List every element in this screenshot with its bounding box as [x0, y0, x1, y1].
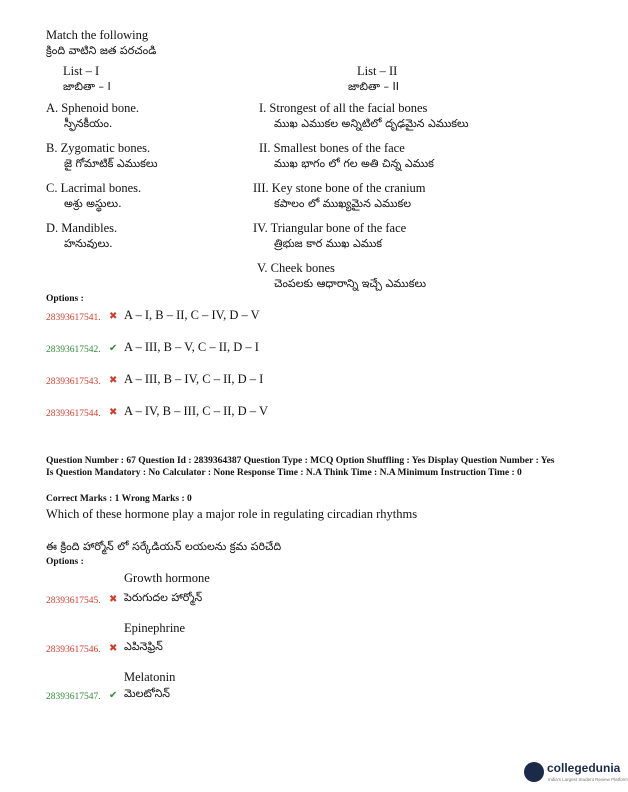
correct-mark-icon: ✔ [109, 343, 118, 354]
option-id: 28393617542. [46, 345, 101, 355]
list1-header: List – I [63, 64, 100, 78]
option-id: 28393617544. [46, 409, 101, 419]
option-text-te: మెలటోనిన్ [124, 687, 171, 700]
options-label: Options : [46, 294, 84, 304]
list1-item-te: స్ఫీనకీయం. [64, 117, 113, 130]
list2-item: I. Strongest of all the facial bones [259, 101, 428, 115]
option-id: 28393617545. [46, 596, 101, 606]
correct-mark-icon: ✔ [109, 690, 118, 701]
list1-item: D. Mandibles. [46, 221, 118, 235]
list1-item: C. Lacrimal bones. [46, 181, 142, 195]
question-text: Which of these hormone play a major role in regulating circadian rhythms [46, 507, 418, 521]
marks-info: Correct Marks : 1 Wrong Marks : 0 [46, 494, 192, 504]
option-id: 28393617541. [46, 313, 101, 323]
option-id: 28393617546. [46, 645, 101, 655]
list2-item-te: ముఖ భాగం లో గల అతి చిన్న ఎముక [274, 157, 434, 170]
list1-item-te: హనువులు. [64, 237, 113, 250]
list2-item: IV. Triangular bone of the face [253, 221, 407, 235]
logo-tagline: India's Largest Student Review Platform [548, 777, 628, 782]
wrong-mark-icon: ✖ [109, 407, 118, 418]
option-text-te: పెరుగుదల హార్మోన్ [124, 591, 203, 604]
option-text: Epinephrine [124, 621, 186, 635]
logo-icon [524, 762, 544, 782]
question-text-te: ఈ క్రింది హార్మోన్ లో సర్కేడియన్ లయలను క్రమ పరిచేది [46, 540, 282, 553]
option-text: Growth hormone [124, 571, 210, 585]
options-label: Options : [46, 557, 84, 567]
list2-header-te: జాబితా – II [348, 80, 399, 93]
option-text: A – I, B – II, C – IV, D – V [124, 308, 260, 322]
question-meta: Question Number : 67 Question Id : 2839364387 Question Type : MCQ Option Shuffling : Yes Display Question Number : Yes Is Question Mandatory : No Calculator : None Response Time : N.A Think Time : N.A Minimum Instruction Time : 0 [46, 456, 555, 478]
wrong-mark-icon: ✖ [109, 594, 118, 605]
option-id: 28393617543. [46, 377, 101, 387]
option-text: Melatonin [124, 670, 176, 684]
list2-item: III. Key stone bone of the cranium [253, 181, 426, 195]
option-text: A – IV, B – III, C – II, D – V [124, 404, 268, 418]
option-text-te: ఎపినెఫ్రిన్ [124, 640, 163, 653]
option-text: A – III, B – V, C – II, D – I [124, 340, 259, 354]
list1-item: B. Zygomatic bones. [46, 141, 151, 155]
logo-name: collegedunia [547, 761, 621, 775]
match-title-te: క్రింది వాటిని జత పరచండి [46, 44, 157, 57]
list1-item-te: అశ్రు అస్థులు. [64, 197, 122, 210]
option-id: 28393617547. [46, 692, 101, 702]
match-title: Match the following [46, 28, 149, 42]
list2-item-te: కపాలం లో ముఖ్యమైన ఎముకల [274, 197, 412, 210]
list2-item: V. Cheek bones [257, 261, 335, 275]
list2-item-te: త్రిభుజ కార ముఖ ఎముక [274, 237, 383, 250]
wrong-mark-icon: ✖ [109, 643, 118, 654]
list2-item: II. Smallest bones of the face [259, 141, 405, 155]
list2-item-te: చెంపలకు ఆధారాన్ని ఇచ్చే ఎముకలు [274, 277, 427, 290]
list2-header: List – II [357, 64, 398, 78]
list1-item-te: జై గోమాటిక్ ఎముకలు [64, 157, 158, 170]
option-text: A – III, B – IV, C – II, D – I [124, 372, 264, 386]
list1-item: A. Sphenoid bone. [46, 101, 140, 115]
list2-item-te: ముఖ ఎముకల అన్నిటిలో దృఢమైన ఎముకలు [274, 117, 469, 130]
wrong-mark-icon: ✖ [109, 375, 118, 386]
list1-header-te: జాబితా – I [63, 80, 111, 93]
wrong-mark-icon: ✖ [109, 311, 118, 322]
